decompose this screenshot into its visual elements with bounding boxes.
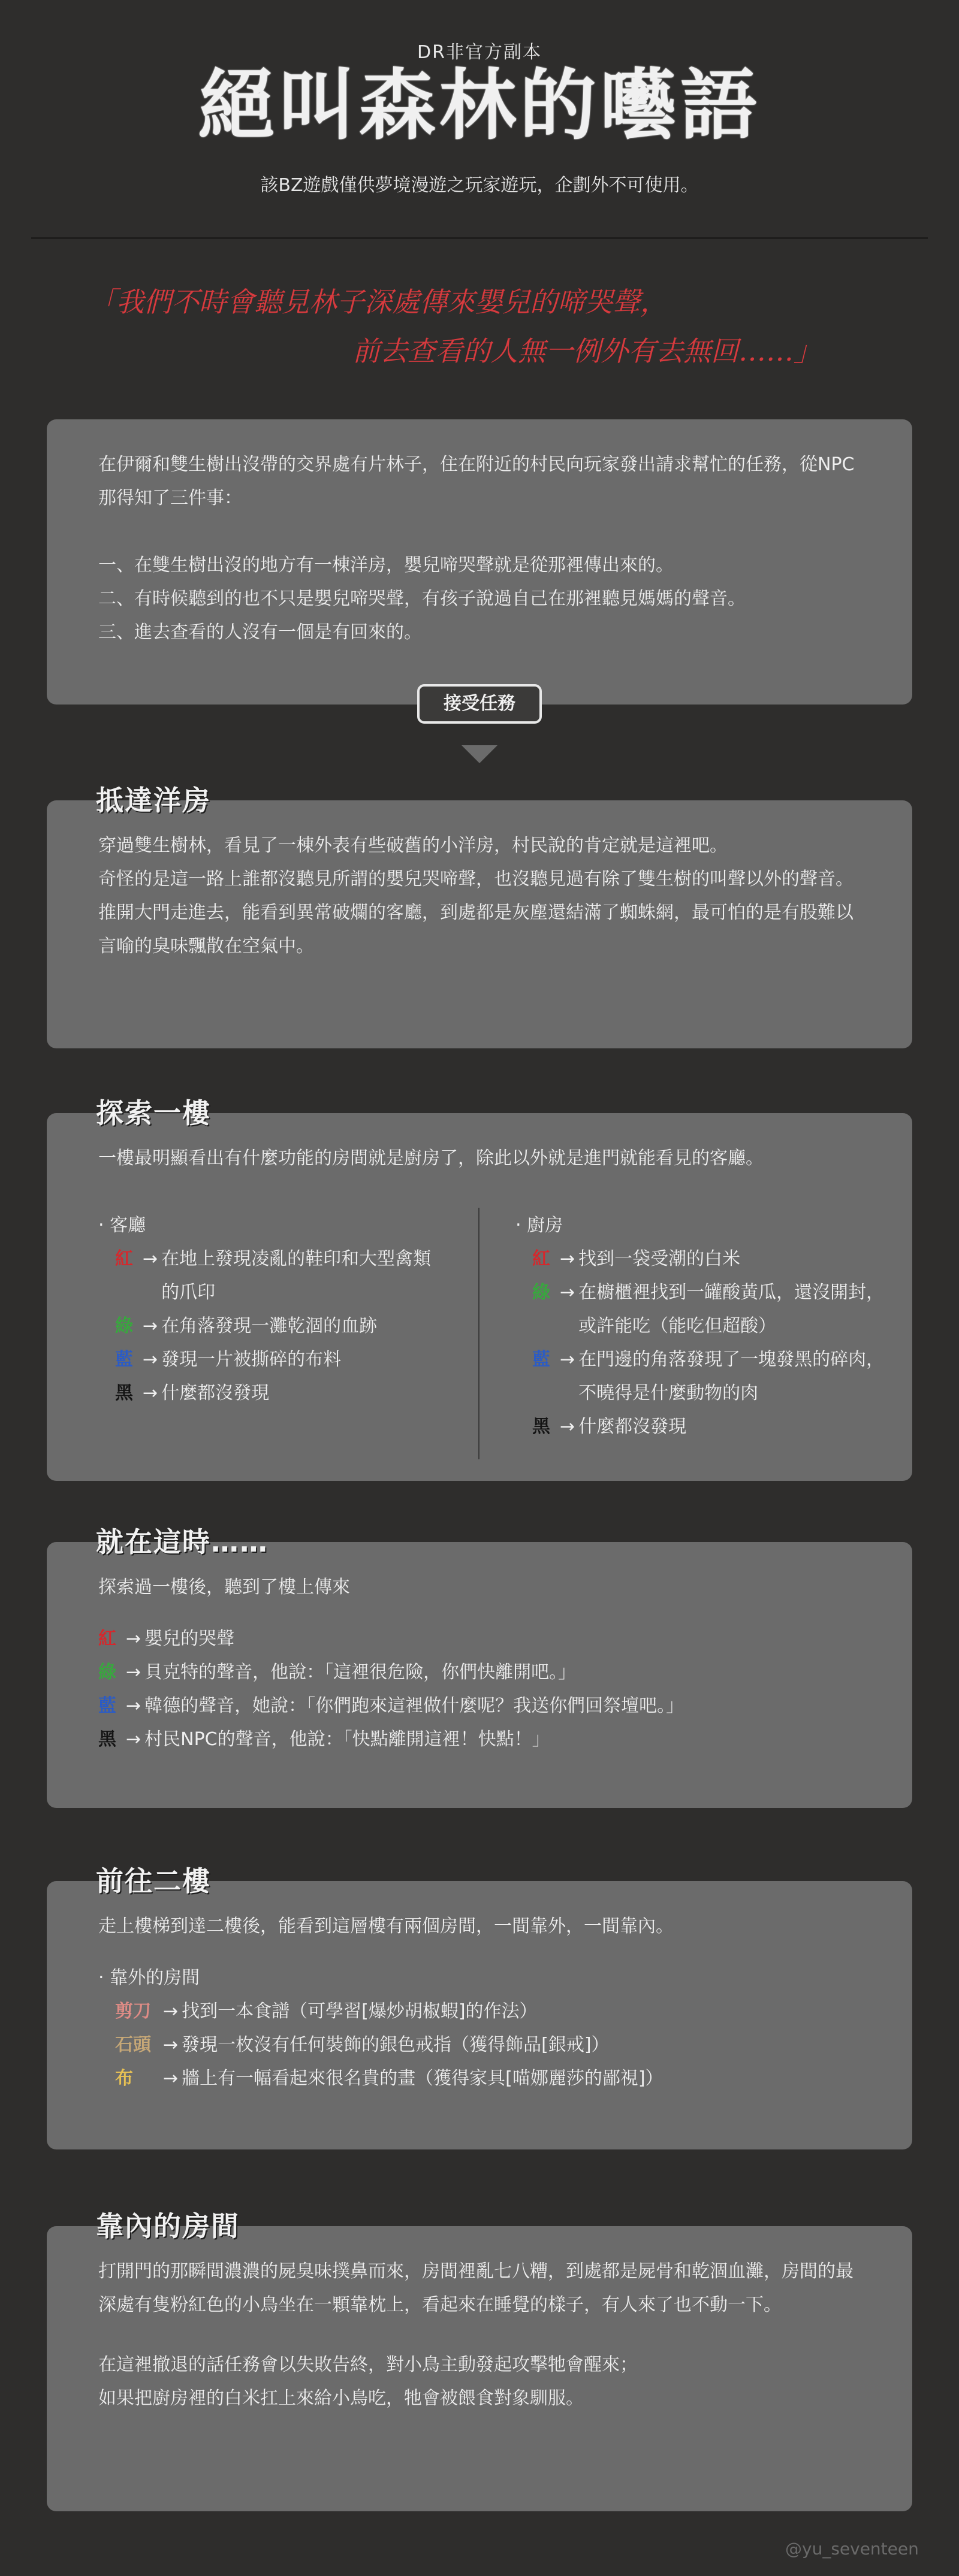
list-item — [98, 1310, 446, 1343]
blue-mark: 藍 — [98, 1695, 116, 1716]
arrow-icon: → — [126, 1729, 141, 1750]
section-explore-card — [47, 1113, 912, 1481]
list-item-text: 什麼都沒發現 — [578, 1416, 687, 1437]
arrow-icon: → — [560, 1248, 575, 1269]
list-item — [98, 1622, 861, 1656]
list-item-text: 發現一片被撕碎的布料 — [161, 1349, 342, 1370]
quote-line-1: 「我們不時會聽見林子深處傳來嬰兒的啼哭聲， — [89, 286, 668, 318]
section-inner-room-card — [47, 2226, 912, 2511]
list-item — [98, 1343, 446, 1377]
list-item-text: 嬰兒的哭聲 — [144, 1628, 235, 1649]
red-mark: 紅 — [115, 1248, 133, 1269]
arrow-icon: → — [126, 1662, 141, 1683]
intro-item-1: 一、在雙生樹出沒的地方有一棟洋房，嬰兒啼哭聲就是從那裡傳出來的。 — [98, 555, 674, 576]
green-mark: 綠 — [115, 1316, 133, 1337]
list-item-text: 在地上發現凌亂的鞋印和大型禽類的爪印 — [161, 1248, 432, 1303]
green-mark: 綠 — [532, 1282, 550, 1303]
living-room-heading: ‧ 客廳 — [98, 1215, 146, 1236]
arrow-icon: → — [163, 2034, 179, 2055]
cloth-mark: 布 — [115, 2068, 133, 2089]
arrow-icon: → — [143, 1316, 158, 1337]
section-title-arrive: 抵達洋房 — [96, 784, 211, 817]
section-title-suddenly: 就在這時…… — [96, 1526, 269, 1558]
list-item — [515, 1276, 887, 1343]
kitchen-column — [515, 1209, 887, 1444]
arrive-paragraph-2: 奇怪的是這一路上誰都沒聽見所謂的嬰兒哭啼聲，也沒聽見過有除了雙生樹的叫聲以外的聲音。 — [98, 869, 854, 890]
down-triangle-icon — [462, 745, 497, 763]
list-item — [98, 1995, 861, 2028]
section-title-second-floor: 前往二樓 — [96, 1865, 211, 1897]
list-item — [98, 1377, 446, 1410]
inner-room-paragraph-2: 在這裡撤退的話任務會以失敗告終，對小鳥主動發起攻擊牠會醒來； — [98, 2354, 638, 2375]
scissors-mark: 剪刀 — [115, 2001, 151, 2022]
list-item — [515, 1242, 887, 1276]
list-item-text: 牆上有一幅看起來很名貴的畫（獲得家具[喵娜麗莎的鄙視]） — [182, 2068, 664, 2089]
list-item — [98, 2028, 861, 2062]
intro-item-3: 三、進去查看的人沒有一個是有回來的。 — [98, 622, 422, 643]
red-mark: 紅 — [532, 1248, 550, 1269]
list-item-text: 貝克特的聲音，他說：「這裡很危險，你們快離開吧。」 — [144, 1662, 577, 1683]
list-item-text: 在角落發現一灘乾涸的血跡 — [161, 1316, 378, 1337]
suddenly-intro: 探索過一樓後，聽到了樓上傳來 — [98, 1577, 350, 1598]
list-item-text: 找到一袋受潮的白米 — [578, 1248, 741, 1269]
kitchen-heading: ‧ 廚房 — [515, 1215, 563, 1236]
arrow-icon: → — [163, 2068, 179, 2089]
list-item — [98, 2062, 861, 2096]
list-item — [515, 1343, 887, 1410]
arrive-paragraph-3: 推開大門走進去，能看到異常破爛的客廳，到處都是灰塵還結滿了蜘蛛網，最可怕的是有股難以言喻的臭味飄散在空氣中。 — [98, 902, 854, 957]
second-floor-intro: 走上樓梯到達二樓後，能看到這層樓有兩個房間，一間靠外，一間靠內。 — [98, 1916, 674, 1937]
list-item — [98, 1656, 861, 1689]
list-item-text: 什麼都沒發現 — [161, 1383, 270, 1404]
list-item-text: 韓德的聲音，她說：「你們跑來這裡做什麼呢？我送你們回祭壇吧。」 — [144, 1695, 684, 1716]
inner-room-paragraph-1: 打開門的那瞬間濃濃的屍臭味撲鼻而來，房間裡亂七八糟，到處都是屍骨和乾涸血灘，房間的最深處有隻粉紅色的小鳥坐在一顆靠枕上，看起來在睡覺的樣子，有人來了也不動一下。 — [98, 2261, 854, 2315]
stone-mark: 石頭 — [115, 2034, 151, 2055]
outer-room-heading: ‧ 靠外的房間 — [98, 1967, 200, 1988]
intro-card — [47, 419, 912, 705]
header-note: 該BZ遊戲僅供夢境漫遊之玩家遊玩，企劃外不可使用。 — [260, 175, 699, 196]
quote-line-2: 前去查看的人無一例外有去無回……」 — [352, 335, 821, 367]
inner-room-paragraph-3: 如果把廚房裡的白米扛上來給小鳥吃，牠會被餵食對象馴服。 — [98, 2388, 584, 2409]
list-item-text: 找到一本食譜（可學習[爆炒胡椒蝦]的作法） — [182, 2001, 538, 2022]
arrow-icon: → — [143, 1349, 158, 1370]
list-item-text: 發現一枚沒有任何裝飾的銀色戒指（獲得飾品[銀戒]） — [182, 2034, 610, 2055]
blue-mark: 藍 — [115, 1349, 133, 1370]
section-title-explore: 探索一樓 — [96, 1097, 211, 1129]
arrow-icon: → — [560, 1349, 575, 1370]
blue-mark: 藍 — [532, 1349, 550, 1370]
arrow-icon: → — [126, 1628, 141, 1649]
section-suddenly-card — [47, 1542, 912, 1808]
arrow-icon: → — [126, 1695, 141, 1716]
arrow-icon: → — [560, 1282, 575, 1303]
intro-paragraph: 在伊爾和雙生樹出沒帶的交界處有片林子，住在附近的村民向玩家發出請求幫忙的任務，從NPC那得知了三件事： — [98, 454, 855, 509]
red-mark: 紅 — [98, 1628, 116, 1649]
arrive-paragraph-1: 穿過雙生樹林，看見了一棟外表有些破舊的小洋房，村民說的肯定就是這裡吧。 — [98, 835, 728, 856]
accept-quest-button[interactable]: 接受任務 — [417, 684, 542, 724]
black-mark: 黑 — [98, 1729, 116, 1750]
black-mark: 黑 — [115, 1383, 133, 1404]
list-item-text: 村民NPC的聲音，他說：「快點離開這裡！快點！」 — [144, 1729, 550, 1750]
header-subtitle: DR非官方副本 — [417, 42, 542, 63]
explore-intro: 一樓最明顯看出有什麼功能的房間就是廚房了，除此以外就是進門就能看見的客廳。 — [98, 1148, 764, 1169]
arrow-icon: → — [143, 1383, 158, 1404]
watermark: @yu_seventeen — [785, 2539, 919, 2559]
list-item — [98, 1723, 861, 1756]
section-second-floor-card — [47, 1881, 912, 2149]
column-divider — [478, 1208, 480, 1459]
arrow-icon: → — [560, 1416, 575, 1437]
section-title-inner-room: 靠內的房間 — [96, 2210, 240, 2242]
page-title: 絕叫森林的囈語 — [198, 61, 761, 150]
list-item-text: 在櫥櫃裡找到一罐酸黃瓜，還沒開封，或許能吃（能吃但超酸） — [578, 1282, 885, 1337]
header-divider — [31, 237, 928, 239]
list-item — [515, 1410, 887, 1444]
list-item — [98, 1242, 446, 1310]
arrow-icon: → — [143, 1248, 158, 1269]
black-mark: 黑 — [532, 1416, 550, 1437]
arrow-icon: → — [163, 2001, 179, 2022]
intro-item-2: 二、有時候聽到的也不只是嬰兒啼哭聲，有孩子說過自己在那裡聽見媽媽的聲音。 — [98, 588, 746, 609]
list-item-text: 在門邊的角落發現了一塊發黑的碎肉，不曉得是什麼動物的肉 — [578, 1349, 885, 1404]
section-arrive-card — [47, 800, 912, 1048]
green-mark: 綠 — [98, 1662, 116, 1683]
living-room-column — [98, 1209, 446, 1410]
list-item — [98, 1689, 861, 1723]
